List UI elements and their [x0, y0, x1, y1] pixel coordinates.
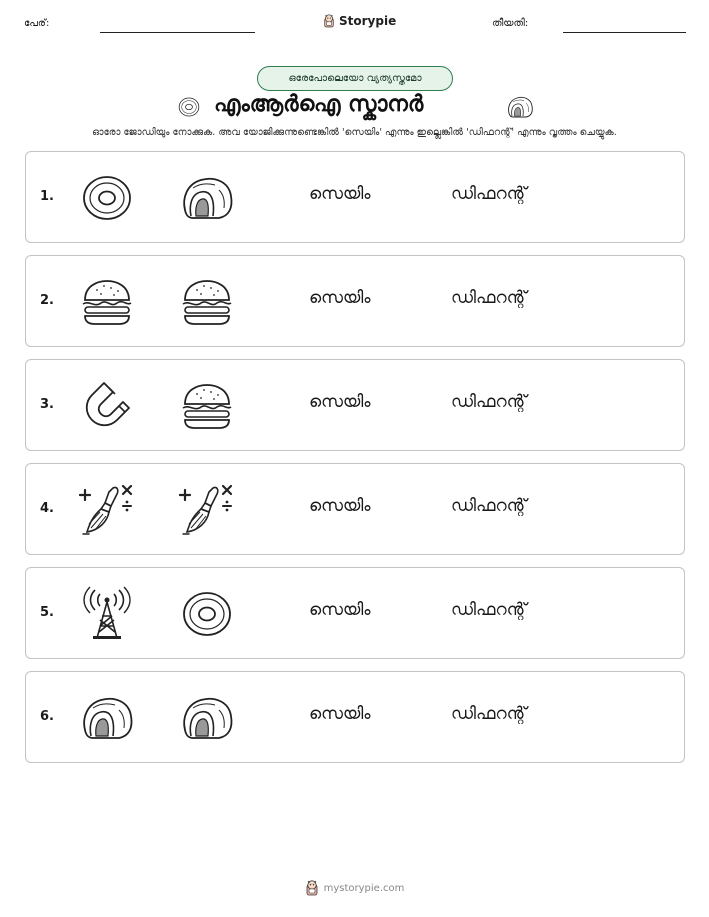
footer	[0, 880, 709, 896]
burger-icon	[179, 274, 235, 330]
donut-icon	[179, 586, 235, 642]
same-option[interactable]: സെയിം	[309, 496, 371, 516]
question-number: 3.	[40, 397, 54, 412]
worksheet-header	[0, 14, 709, 38]
magnet-icon	[79, 378, 135, 434]
same-option[interactable]: സെയിം	[309, 184, 371, 204]
page-title: എംആർഐ സ്കാനർ	[214, 92, 424, 117]
question-number: 6.	[40, 709, 54, 724]
question-number: 1.	[40, 189, 54, 204]
mri-scanner-icon	[179, 170, 235, 226]
question-number: 4.	[40, 501, 54, 516]
date-label: തീയതി:	[492, 18, 529, 29]
title-row	[0, 91, 709, 123]
worksheet-type-badge: ഒരേപോലെയോ വ്യത്യസ്തമോ	[257, 66, 453, 91]
name-label: പേര്:	[24, 18, 50, 29]
same-option[interactable]: സെയിം	[309, 392, 371, 412]
same-option[interactable]: സെയിം	[309, 288, 371, 308]
mri-scanner-icon	[79, 690, 135, 746]
burger-icon	[79, 274, 135, 330]
different-option[interactable]: ഡിഫറന്റ്	[451, 392, 527, 412]
math-brush-icon	[179, 482, 235, 538]
instructions: ഓരോ ജോഡിയും നോക്കുക. അവ യോജിക്കുന്നുണ്ടെങ്കിൽ 'സെയിം' എന്നും ഇല്ലെങ്കിൽ 'ഡിഫറന്റ്' എന്നും വൃത്തം ചെയ്യുക.	[92, 127, 617, 138]
different-option[interactable]: ഡിഫറന്റ്	[451, 704, 527, 724]
mri-scanner-icon	[503, 93, 537, 121]
footer-url: mystorypie.com	[323, 882, 405, 894]
brand-name: Storypie	[339, 14, 397, 28]
donut-icon	[79, 170, 135, 226]
different-option[interactable]: ഡിഫറന്റ്	[451, 288, 527, 308]
burger-icon	[179, 378, 235, 434]
question-row	[25, 671, 685, 763]
same-option[interactable]: സെയിം	[309, 704, 371, 724]
question-row	[25, 151, 685, 243]
date-write-line[interactable]	[563, 32, 686, 33]
question-row	[25, 359, 685, 451]
math-brush-icon	[79, 482, 135, 538]
storypie-mascot-icon	[305, 880, 319, 896]
mri-scanner-icon	[179, 690, 235, 746]
question-row	[25, 255, 685, 347]
storypie-mascot-icon	[323, 14, 335, 28]
question-row	[25, 567, 685, 659]
donut-icon	[174, 95, 204, 119]
question-number: 5.	[40, 605, 54, 620]
different-option[interactable]: ഡിഫറന്റ്	[451, 600, 527, 620]
different-option[interactable]: ഡിഫറന്റ്	[451, 184, 527, 204]
name-write-line[interactable]	[100, 32, 255, 33]
storypie-logo	[323, 14, 396, 28]
question-number: 2.	[40, 293, 54, 308]
radio-tower-icon	[79, 586, 135, 642]
different-option[interactable]: ഡിഫറന്റ്	[451, 496, 527, 516]
same-option[interactable]: സെയിം	[309, 600, 371, 620]
question-row	[25, 463, 685, 555]
